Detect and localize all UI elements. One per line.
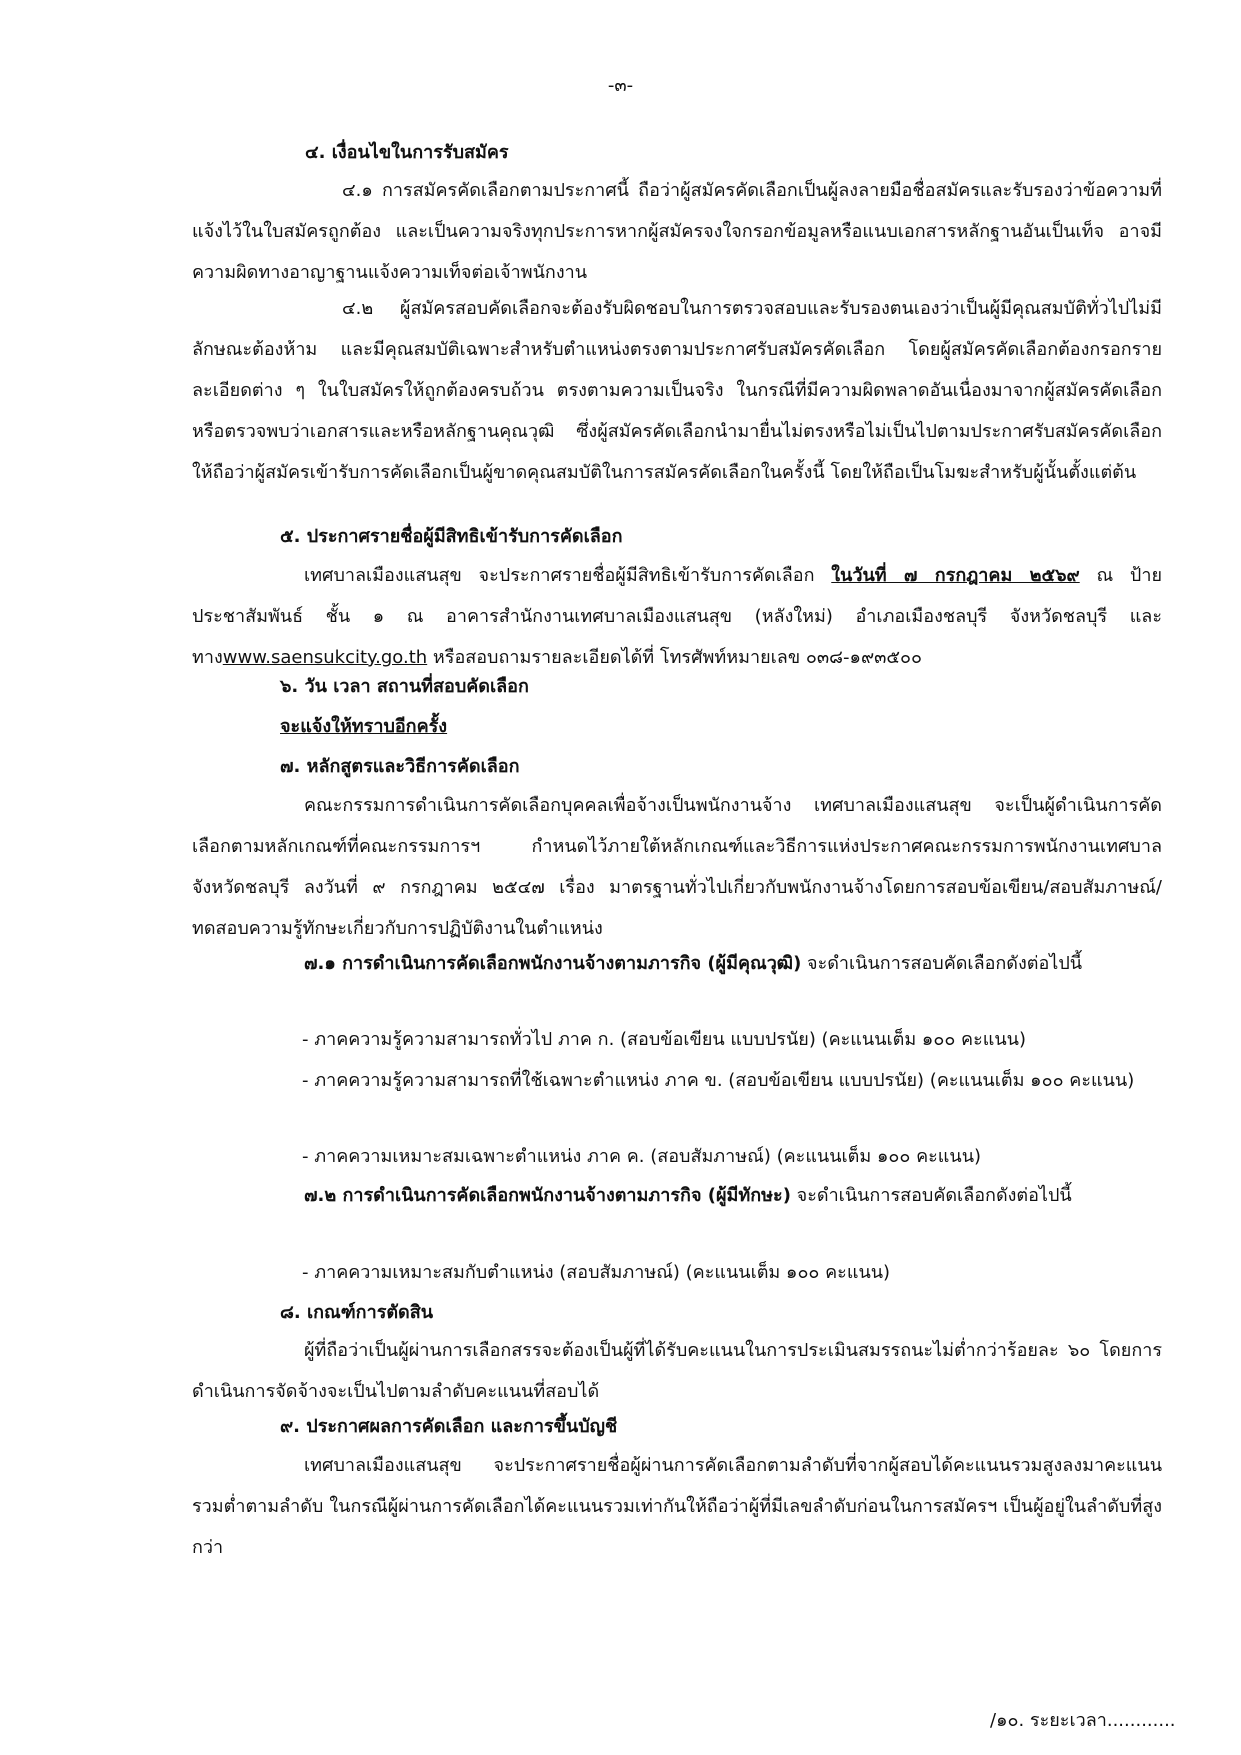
continuation-footer: /๑๐. ระยะเวลา............ xyxy=(990,1710,1176,1731)
announcement-date: ในวันที่ ๗ กรกฎาคม ๒๕๖๙ xyxy=(831,565,1080,586)
section-5-text-b: ณ ป้ายประชาสัมพันธ์ ชั้น ๑ ณ อาคารสำนักงานเทศบาลเมืองแสนสุข (หลังใหม่) อำเภอเมืองชลบุรี จังหวัดชลบุรี และทาง xyxy=(192,565,1162,668)
section-7-2-paragraph xyxy=(192,1175,1162,1216)
section-7-1-text: จะดำเนินการสอบคัดเลือกดังต่อไปนี้ xyxy=(801,953,1083,974)
section-8-heading: ๘. เกณฑ์การตัดสิน xyxy=(280,1302,434,1323)
page-number: -๓- xyxy=(607,75,634,96)
section-5-heading: ๕. ประกาศรายชื่อผู้มีสิทธิเข้ารับการคัดเลือก xyxy=(280,526,623,547)
bullet-part-b: - ภาคความรู้ความสามารถที่ใช้เฉพาะตำแหน่ง ภาค ข. (สอบข้อเขียน แบบปรนัย) (คะแนนเต็ม ๑๐๐ คะแนน) xyxy=(302,1070,1135,1091)
section-8-paragraph: ผู้ที่ถือว่าเป็นผู้ผ่านการเลือกสรรจะต้องเป็นผู้ที่ได้รับคะแนนในการประเมินสมรรถนะไม่ต่ำกว่าร้อยละ ๖๐ โดยการดำเนินการจัดจ้างจะเป็นไปตามลำดับคะแนนที่สอบได้ xyxy=(192,1340,1162,1402)
section-5-paragraph xyxy=(192,555,1162,678)
section-5-text-c: หรือสอบถามรายละเอียดได้ที่ โทรศัพท์หมายเลข ๐๓๘-๑๙๓๕๐๐ xyxy=(427,647,923,668)
section-7-1-paragraph xyxy=(192,943,1162,984)
section-7-2-heading: ๗.๒ การดำเนินการคัดเลือกพนักงานจ้างตามภารกิจ (ผู้มีทักษะ) xyxy=(304,1185,791,1206)
section-6-note: จะแจ้งให้ทราบอีกครั้ง xyxy=(280,716,448,737)
section-4-2-paragraph: ๔.๒ ผู้สมัครสอบคัดเลือกจะต้องรับผิดชอบในการตรวจสอบและรับรองตนเองว่าเป็นผู้มีคุณสมบัติทั่วไปไม่มีลักษณะต้องห้าม และมีคุณสมบัติเฉพาะสำหรับตำแหน่งตรงตามประกาศรับสมัครคัดเลือก โดยผู้สมัครคัดเลือกต้องกรอกรายละเอียดต่าง ๆ ในใบสมัครให้ถูกต้องครบถ้วน ตรงตามความเป็นจริง ในกรณีที่มีความผิดพลาดอันเนื่องมาจากผู้สมัครคัดเลือก หรือตรวจพบว่าเอกสารและหรือหลักฐานคุณวุฒิ ซึ่งผู้สมัครคัดเลือกนำมายื่นไม่ตรงหรือไม่เป็นไปตามประกาศรับสมัครคัดเลือก ให้ถือว่าผู้สมัครเข้ารับการคัดเลือกเป็นผู้ขาดคุณสมบัติในการสมัครคัดเลือกในครั้งนี้ โดยให้ถือเป็นโมฆะสำหรับผู้นั้นตั้งแต่ต้น xyxy=(192,298,1162,483)
section-7-2-text: จะดำเนินการสอบคัดเลือกดังต่อไปนี้ xyxy=(790,1185,1072,1206)
section-5-text-a: เทศบาลเมืองแสนสุข จะประกาศรายชื่อผู้มีสิทธิเข้ารับการคัดเลือก xyxy=(304,565,832,586)
bullet-interview: - ภาคความเหมาะสมกับตำแหน่ง (สอบสัมภาษณ์) (คะแนนเต็ม ๑๐๐ คะแนน) xyxy=(302,1262,891,1283)
bullet-part-a: - ภาคความรู้ความสามารถทั่วไป ภาค ก. (สอบข้อเขียน แบบปรนัย) (คะแนนเต็ม ๑๐๐ คะแนน) xyxy=(302,1029,1026,1050)
section-9-paragraph: เทศบาลเมืองแสนสุข จะประกาศรายชื่อผู้ผ่านการคัดเลือกตามลำดับที่จากผู้สอบได้คะแนนรวมสูงลงมาคะแนนรวมต่ำตามลำดับ ในกรณีผู้ผ่านการคัดเลือกได้คะแนนรวมเท่ากันให้ถือว่าผู้ที่มีเลขลำดับก่อนในการสมัครฯ เป็นผู้อยู่ในลำดับที่สูงกว่า xyxy=(192,1455,1162,1558)
section-6-heading: ๖. วัน เวลา สถานที่สอบคัดเลือก xyxy=(280,676,529,697)
website-link[interactable]: www.saensukcity.go.th xyxy=(222,647,428,668)
section-7-paragraph: คณะกรรมการดำเนินการคัดเลือกบุคคลเพื่อจ้างเป็นพนักงานจ้าง เทศบาลเมืองแสนสุข จะเป็นผู้ดำเนินการคัดเลือกตามหลักเกณฑ์ที่คณะกรรมการฯ กำหนดไว้ภายใต้หลักเกณฑ์และวิธีการแห่งประกาศคณะกรรมการพนักงานเทศบาลจังหวัดชลบุรี ลงวันที่ ๙ กรกฎาคม ๒๕๔๗ เรื่อง มาตรฐานทั่วไปเกี่ยวกับพนักงานจ้างโดยการสอบข้อเขียน/สอบสัมภาษณ์/ทดสอบความรู้ทักษะเกี่ยวกับการปฏิบัติงานในตำแหน่ง xyxy=(192,795,1162,939)
section-7-1-heading: ๗.๑ การดำเนินการคัดเลือกพนักงานจ้างตามภารกิจ (ผู้มีคุณวุฒิ) xyxy=(304,953,802,974)
section-4-heading: ๔. เงื่อนไขในการรับสมัคร xyxy=(305,142,509,163)
section-9-heading: ๙. ประกาศผลการคัดเลือก และการขึ้นบัญชี xyxy=(280,1416,618,1437)
section-4-1-paragraph: ๔.๑ การสมัครคัดเลือกตามประกาศนี้ ถือว่าผู้สมัครคัดเลือกเป็นผู้ลงลายมือชื่อสมัครและรับรองว่าข้อความที่แจ้งไว้ในใบสมัครถูกต้อง และเป็นความจริงทุกประการหากผู้สมัครจงใจกรอกข้อมูลหรือแนบเอกสารหลักฐานอันเป็นเท็จ อาจมีความผิดทางอาญาฐานแจ้งความเท็จต่อเจ้าพนักงาน xyxy=(192,180,1162,283)
bullet-part-c: - ภาคความเหมาะสมเฉพาะตำแหน่ง ภาค ค. (สอบสัมภาษณ์) (คะแนนเต็ม ๑๐๐ คะแนน) xyxy=(302,1146,982,1167)
section-7-heading: ๗. หลักสูตรและวิธีการคัดเลือก xyxy=(280,756,520,777)
